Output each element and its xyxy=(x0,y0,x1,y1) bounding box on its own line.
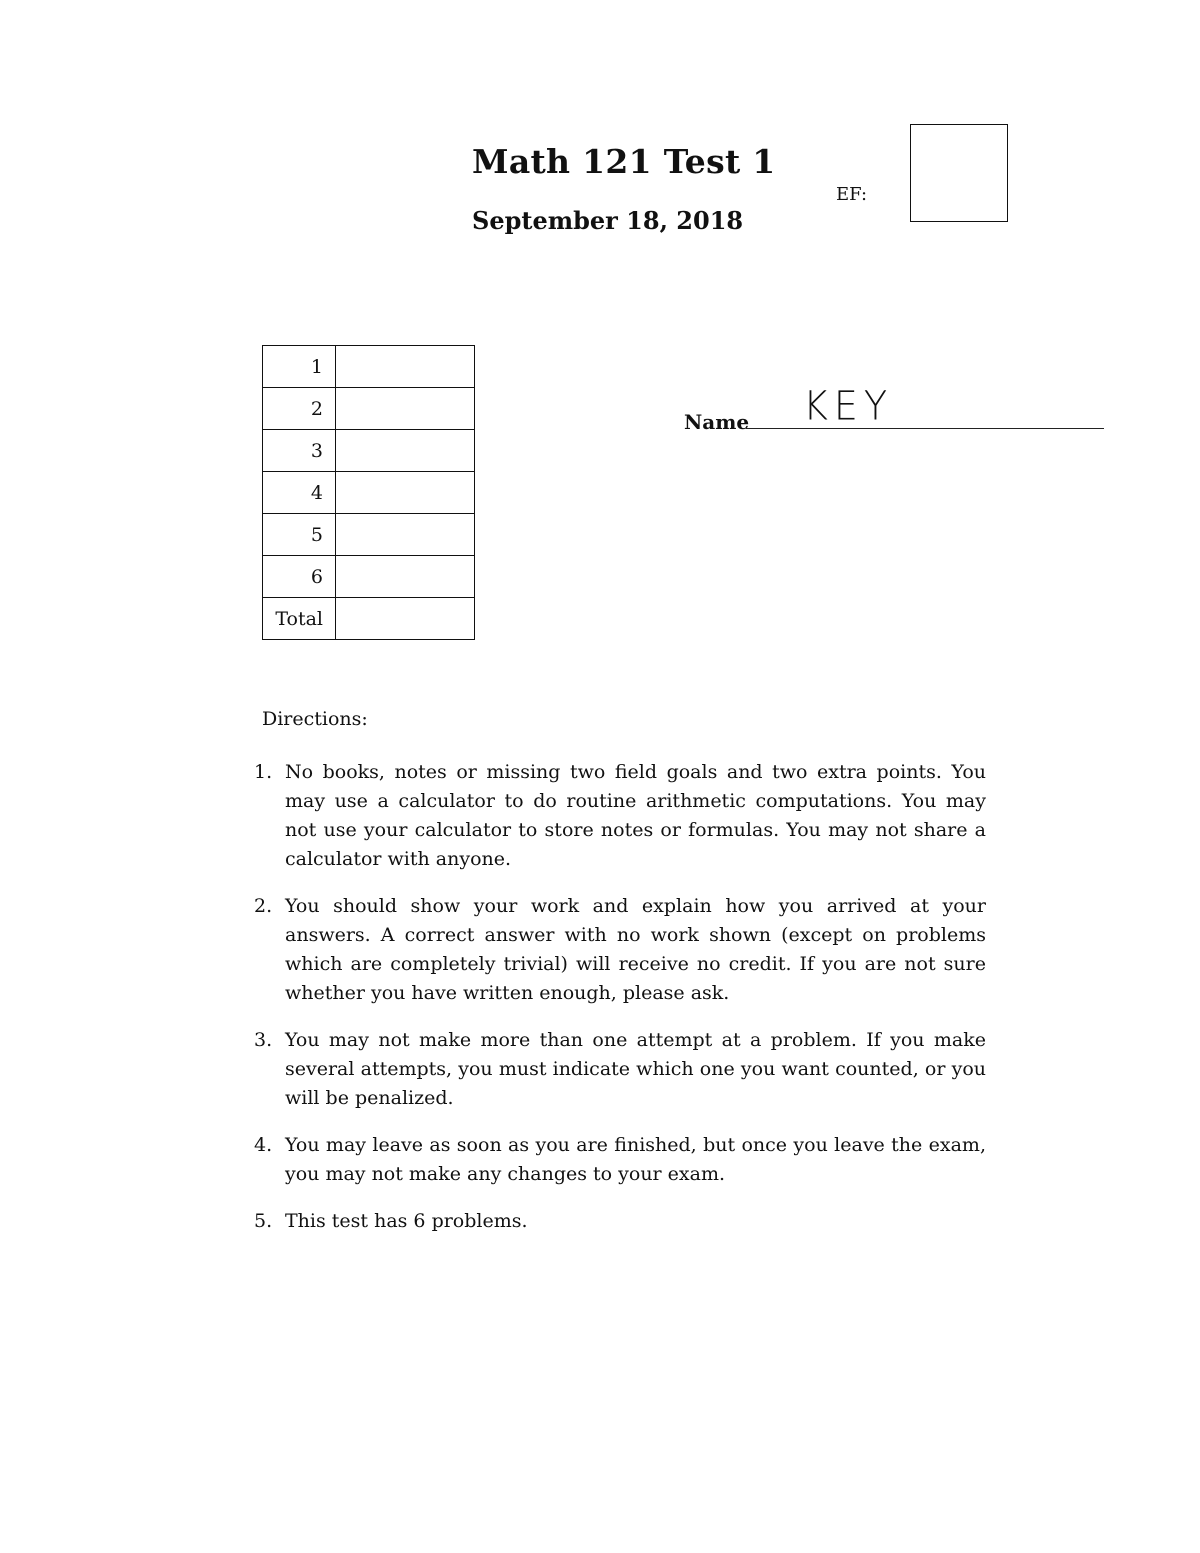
score-cell xyxy=(336,388,475,430)
direction-number: 4. xyxy=(254,1134,273,1156)
direction-text: You may not make more than one attempt at a problem. If you make several attempts, you must indicate which one you want counted, or you will be penalized. xyxy=(285,1029,986,1109)
score-row-label: 1 xyxy=(263,346,336,388)
ef-label: EF: xyxy=(836,184,868,205)
score-row-label: 6 xyxy=(263,556,336,598)
direction-item xyxy=(254,758,986,874)
score-row-label: 5 xyxy=(263,514,336,556)
ef-box xyxy=(910,124,1008,222)
score-row-label: 3 xyxy=(263,430,336,472)
score-row-total xyxy=(263,598,475,640)
score-cell xyxy=(336,430,475,472)
directions-list xyxy=(254,758,986,1254)
direction-text: No books, notes or missing two field goals and two extra points. You may use a calculator to do routine arithmetic computations. You may not use your calculator to store notes or formulas. You may not share a calculator with anyone. xyxy=(285,761,986,870)
direction-text: This test has 6 problems. xyxy=(285,1210,528,1232)
direction-number: 1. xyxy=(254,761,273,783)
direction-text: You should show your work and explain how you arrived at your answers. A correct answer with no work shown (except on problems which are completely trivial) will receive no credit. If you are not sure whether you have written enough, please ask. xyxy=(285,895,986,1004)
score-table xyxy=(262,345,475,640)
score-cell xyxy=(336,514,475,556)
score-row-label: Total xyxy=(263,598,336,640)
direction-item xyxy=(254,1131,986,1189)
score-row xyxy=(263,346,475,388)
direction-text: You may leave as soon as you are finished, but once you leave the exam, you may not make any changes to your exam. xyxy=(285,1134,986,1185)
score-row xyxy=(263,388,475,430)
score-row xyxy=(263,472,475,514)
direction-number: 2. xyxy=(254,895,273,917)
direction-item xyxy=(254,892,986,1008)
name-line xyxy=(746,428,1104,429)
directions-heading: Directions: xyxy=(262,708,368,730)
score-row-label: 4 xyxy=(263,472,336,514)
score-cell xyxy=(336,556,475,598)
direction-number: 3. xyxy=(254,1029,273,1051)
direction-item xyxy=(254,1026,986,1113)
direction-number: 5. xyxy=(254,1210,273,1232)
score-cell xyxy=(336,472,475,514)
score-row-label: 2 xyxy=(263,388,336,430)
score-row xyxy=(263,556,475,598)
score-cell xyxy=(336,346,475,388)
direction-item xyxy=(254,1207,986,1236)
name-value-handwritten: KEY xyxy=(803,382,894,430)
name-label: Name xyxy=(684,410,750,434)
score-row xyxy=(263,514,475,556)
exam-title: Math 121 Test 1 xyxy=(472,142,776,181)
score-cell xyxy=(336,598,475,640)
exam-date: September 18, 2018 xyxy=(472,206,744,235)
score-row xyxy=(263,430,475,472)
